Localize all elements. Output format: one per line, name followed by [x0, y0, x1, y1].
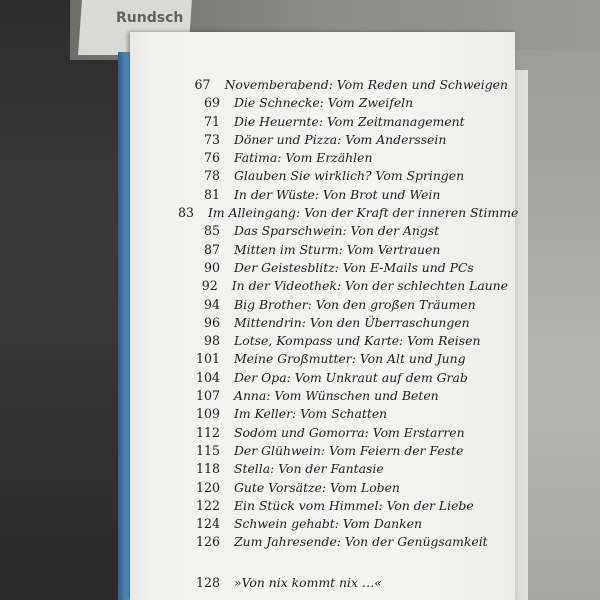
- page-number: 87: [203, 241, 220, 257]
- page-number: 101: [195, 351, 220, 367]
- entry-title: Die Schnecke: Vom Zweifeln: [234, 95, 414, 111]
- toc-entry: [178, 186, 508, 204]
- toc-entry: [178, 76, 508, 94]
- toc-entry: [178, 387, 508, 405]
- background-book-text: Rundsch: [116, 10, 184, 26]
- table-of-contents: [178, 76, 519, 592]
- toc-entry: [178, 149, 508, 167]
- page-number: 78: [203, 168, 220, 184]
- page-number: 90: [203, 259, 220, 275]
- toc-entry: [178, 259, 508, 277]
- entry-title: Im Alleingang: Von der Kraft der inneren Stimme: [208, 205, 519, 221]
- entry-title: Das Sparschwein: Von der Angst: [234, 223, 440, 239]
- toc-entry: [178, 241, 508, 259]
- entry-title: Im Keller: Vom Schatten: [234, 406, 388, 422]
- entry-title: Glauben Sie wirklich? Vom Springen: [234, 168, 465, 184]
- entry-title: Lotse, Kompass und Karte: Vom Reisen: [234, 333, 481, 349]
- toc-entry: [178, 479, 508, 497]
- toc-entry: [178, 515, 508, 533]
- page-number: 107: [195, 388, 220, 404]
- entry-title: Mitten im Sturm: Vom Vertrauen: [234, 241, 441, 257]
- page-number: 81: [203, 186, 220, 202]
- page-number: 67: [194, 77, 211, 92]
- page-number: 85: [203, 223, 220, 239]
- page-number: 92: [201, 278, 218, 294]
- entry-title: Mittendrin: Von den Überraschungen: [234, 314, 470, 330]
- toc-entry: [178, 405, 508, 423]
- page-number: 115: [195, 442, 220, 458]
- entry-title: Sodom und Gomorra: Vom Erstarren: [234, 424, 465, 440]
- entry-title: Der Opa: Vom Unkraut auf dem Grab: [234, 369, 468, 385]
- page-number: 109: [195, 406, 220, 422]
- toc-entry: [178, 460, 508, 478]
- entry-title: Die Heuernte: Vom Zeitmanagement: [234, 113, 465, 129]
- entry-title: Stella: Von der Fantasie: [234, 461, 384, 477]
- page-number: 94: [203, 296, 220, 312]
- toc-entry: [178, 131, 508, 149]
- page-number: 69: [203, 95, 220, 111]
- entry-title: Döner und Pizza: Vom Anderssein: [234, 131, 447, 147]
- page-number: 104: [195, 369, 220, 385]
- entry-title: In der Wüste: Von Brot und Wein: [234, 186, 441, 202]
- entry-title: Big Brother: Von den großen Träumen: [234, 296, 476, 312]
- entry-title: Ein Stück vom Himmel: Von der Liebe: [234, 497, 474, 513]
- entry-title: In der Videothek: Von der schlechten Laune: [231, 278, 508, 294]
- page-number: 122: [195, 497, 220, 513]
- entry-title: Meine Großmutter: Von Alt und Jung: [234, 351, 466, 367]
- page-number: 118: [195, 461, 220, 477]
- toc-entry: [178, 332, 508, 350]
- page-number: 83: [178, 205, 195, 221]
- toc-entry: [178, 533, 508, 551]
- toc-entry: [178, 113, 508, 131]
- toc-entry: [178, 94, 508, 112]
- toc-entry: [178, 369, 508, 387]
- entry-title: Schwein gehabt: Vom Danken: [234, 516, 422, 532]
- toc-entry: [178, 314, 508, 332]
- entry-title: Zum Jahresende: Von der Genügsamkeit: [234, 534, 488, 550]
- page-number: 128: [195, 574, 220, 590]
- toc-entry: [178, 350, 508, 368]
- entry-title: Fatima: Vom Erzählen: [234, 150, 373, 166]
- entry-title: Novemberabend: Vom Reden und Schweigen: [224, 77, 508, 92]
- page-number: 98: [203, 333, 220, 349]
- page-number: 120: [195, 479, 220, 495]
- toc-entry: [178, 296, 508, 314]
- toc-entry: [178, 442, 508, 460]
- page-number: 126: [195, 534, 220, 550]
- page-number: 112: [195, 424, 220, 440]
- entry-title: Gute Vorsätze: Vom Loben: [234, 479, 400, 495]
- page-number: 96: [203, 314, 220, 330]
- toc-entry: [178, 424, 508, 442]
- toc-entry: [178, 167, 508, 185]
- toc-entry: [178, 277, 508, 295]
- toc-entry: [178, 497, 508, 515]
- page-number: 76: [203, 150, 220, 166]
- page-number: 124: [195, 516, 220, 532]
- toc-final-entry: [178, 574, 508, 592]
- entry-title: »Von nix kommt nix …«: [234, 574, 382, 590]
- entry-title: Anna: Vom Wünschen und Beten: [234, 388, 439, 404]
- page-number: 73: [203, 131, 220, 147]
- entry-title: Der Geistesblitz: Von E-Mails und PCs: [234, 259, 474, 275]
- toc-entry: [178, 204, 519, 222]
- toc-entry: [178, 222, 508, 240]
- page-number: 71: [203, 113, 220, 129]
- entry-title: Der Glühwein: Vom Feiern der Feste: [234, 442, 464, 458]
